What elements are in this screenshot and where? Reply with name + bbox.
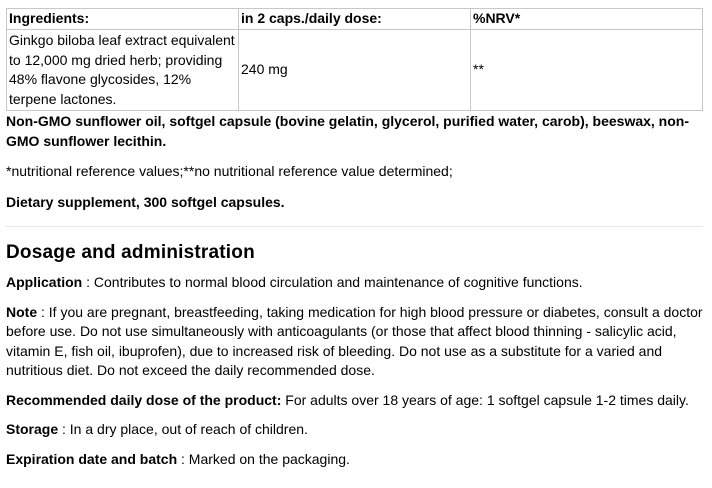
table-row	[7, 30, 703, 111]
expiration-paragraph	[6, 450, 706, 470]
other-ingredients: Non-GMO sunflower oil, softgel capsule (bovine gelatin, glycerol, purified water, carob), beeswax, non-GMO sunflower lecithin.	[6, 113, 689, 149]
recommended-dose-label: Recommended daily dose of the product:	[6, 391, 282, 408]
ingredients-table	[6, 8, 703, 111]
application-paragraph	[6, 273, 706, 293]
recommended-dose-text: For adults over 18 years of age: 1 softgel capsule 1-2 times daily.	[281, 391, 689, 408]
note-label: Note	[6, 303, 38, 320]
expiration-label: Expiration date and batch	[6, 450, 178, 467]
dosage-heading: Dosage and administration	[6, 242, 255, 263]
cell-ingredient: Ginkgo biloba leaf extract equivalent to 12,000 mg dried herb; providing 48% flavone glycosides, 12% terpene lactones.	[7, 30, 239, 111]
header-ingredients: Ingredients:	[7, 9, 239, 30]
divider	[6, 226, 703, 227]
table-header-row	[7, 9, 703, 30]
supplement-description: Dietary supplement, 300 softgel capsules.	[6, 193, 285, 210]
storage-text: : In a dry place, out of reach of children.	[58, 421, 308, 437]
expiration-text: : Marked on the packaging.	[177, 450, 350, 467]
cell-dose: 240 mg	[239, 30, 471, 111]
recommended-dose-paragraph	[6, 391, 706, 411]
application-label: Application	[6, 274, 83, 290]
nrv-footnote: *nutritional reference values;**no nutritional reference value determined;	[6, 163, 453, 179]
cell-nrv: **	[471, 30, 703, 111]
header-daily-dose: in 2 caps./daily dose:	[239, 9, 471, 30]
note-paragraph	[6, 303, 706, 381]
storage-paragraph	[6, 420, 706, 440]
application-text: : Contributes to normal blood circulation and maintenance of cognitive functions.	[82, 274, 583, 290]
storage-label: Storage	[6, 421, 59, 437]
header-nrv: %NRV*	[471, 9, 703, 30]
note-text: : If you are pregnant, breastfeeding, taking medication for high blood pressure or diabetes, consult a doctor before use. Do not use simultaneously with anticoagulants (or those that affect blood thinning - salicylic acid, vitamin E, fish oil, ibuprofen), due to increased risk of bleeding. Do not use as a substitute for a varied and nutritious diet. Do not exceed the daily recommended dose.	[6, 303, 703, 378]
